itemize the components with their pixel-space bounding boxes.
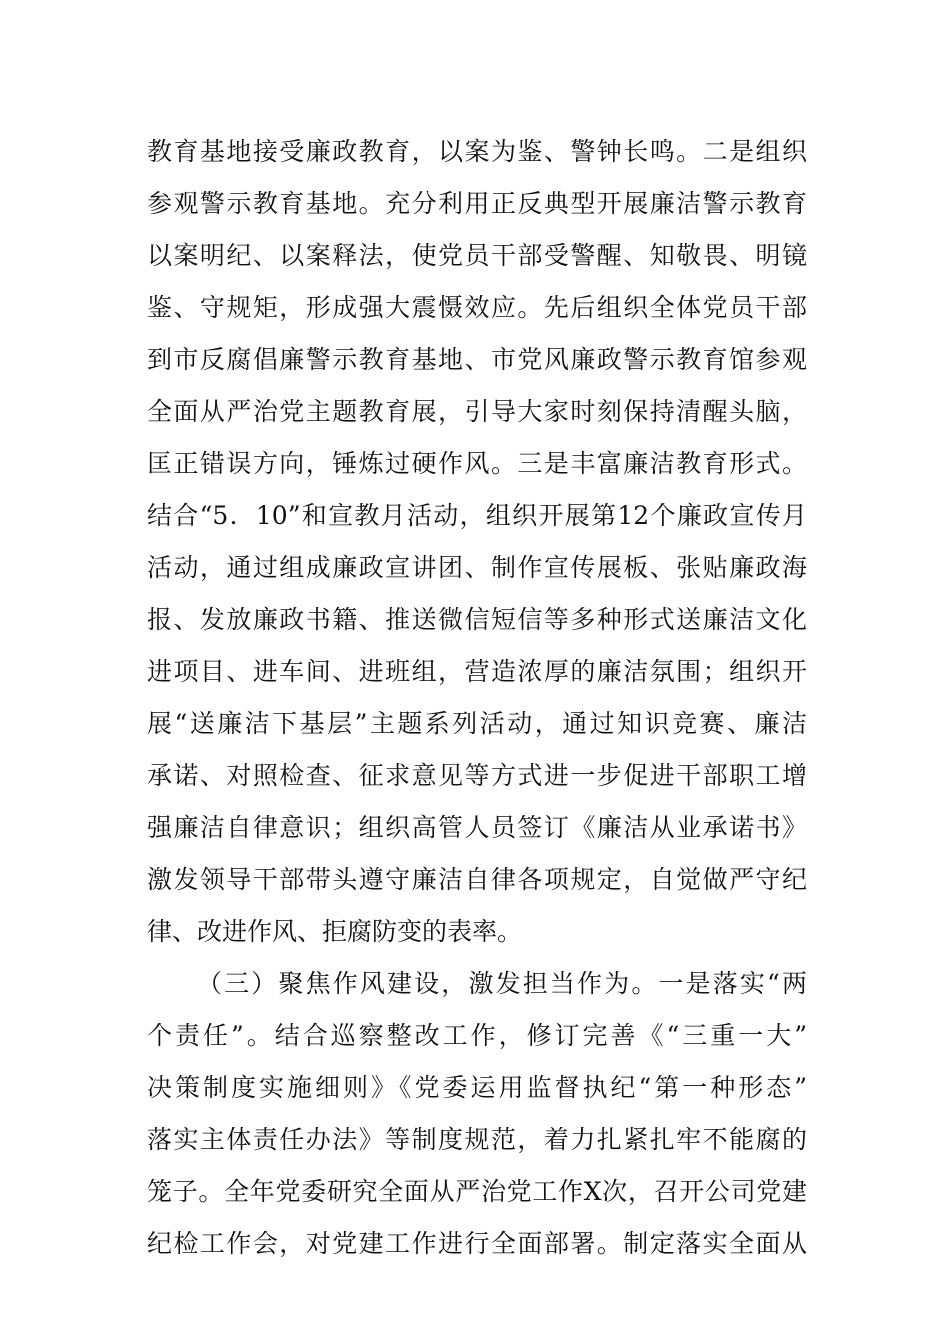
text-line: 落实主体责任办法》等制度规范，着力扎紧扎牢不能腐的 xyxy=(147,1125,807,1154)
section-heading-line: （三）聚焦作风建设，激发担当作为。一是落实“两 xyxy=(197,969,807,998)
text-line: 报、发放廉政书籍、推送微信短信等多种形式送廉洁文化 xyxy=(147,605,807,634)
text-line: 展“送廉洁下基层”主题系列活动，通过知识竞赛、廉洁 xyxy=(147,709,807,738)
text-line: 参观警示教育基地。充分利用正反典型开展廉洁警示教育 xyxy=(147,189,807,218)
paragraph-end-line: 律、改进作风、拒腐防变的表率。 xyxy=(147,917,523,946)
text-line: 笼子。全年党委研究全面从严治党工作X次，召开公司党建 xyxy=(147,1177,807,1206)
text-line: 匡正错误方向，锤炼过硬作风。三是丰富廉洁教育形式。 xyxy=(147,449,807,478)
text-line: 活动，通过组成廉政宣讲团、制作宣传展板、张贴廉政海 xyxy=(147,553,807,582)
text-line: 结合“5．10”和宣教月活动，组织开展第12个廉政宣传月 xyxy=(147,501,807,530)
text-line: 强廉洁自律意识；组织高管人员签订《廉洁从业承诺书》 xyxy=(147,813,807,842)
text-line: 全面从严治党主题教育展，引导大家时刻保持清醒头脑， xyxy=(147,397,807,426)
text-line: 承诺、对照检查、征求意见等方式进一步促进干部职工增 xyxy=(147,761,807,790)
text-line: 到市反腐倡廉警示教育基地、市党风廉政警示教育馆参观 xyxy=(147,345,807,374)
text-line: 纪检工作会，对党建工作进行全面部署。制定落实全面从 xyxy=(147,1229,807,1258)
text-line: 激发领导干部带头遵守廉洁自律各项规定，自觉做严守纪 xyxy=(147,865,807,894)
text-line: 个责任”。结合巡察整改工作，修订完善《“三重一大” xyxy=(147,1021,807,1050)
text-line: 以案明纪、以案释法，使党员干部受警醒、知敬畏、明镜 xyxy=(147,241,807,270)
text-line: 决策制度实施细则》《党委运用监督执纪“第一种形态” xyxy=(147,1073,807,1102)
text-line: 鉴、守规矩，形成强大震慑效应。先后组织全体党员干部 xyxy=(147,293,807,322)
text-line: 教育基地接受廉政教育，以案为鉴、警钟长鸣。二是组织 xyxy=(147,137,807,166)
text-line: 进项目、进车间、进班组，营造浓厚的廉洁氛围；组织开 xyxy=(147,657,807,686)
document-body xyxy=(147,126,807,1270)
